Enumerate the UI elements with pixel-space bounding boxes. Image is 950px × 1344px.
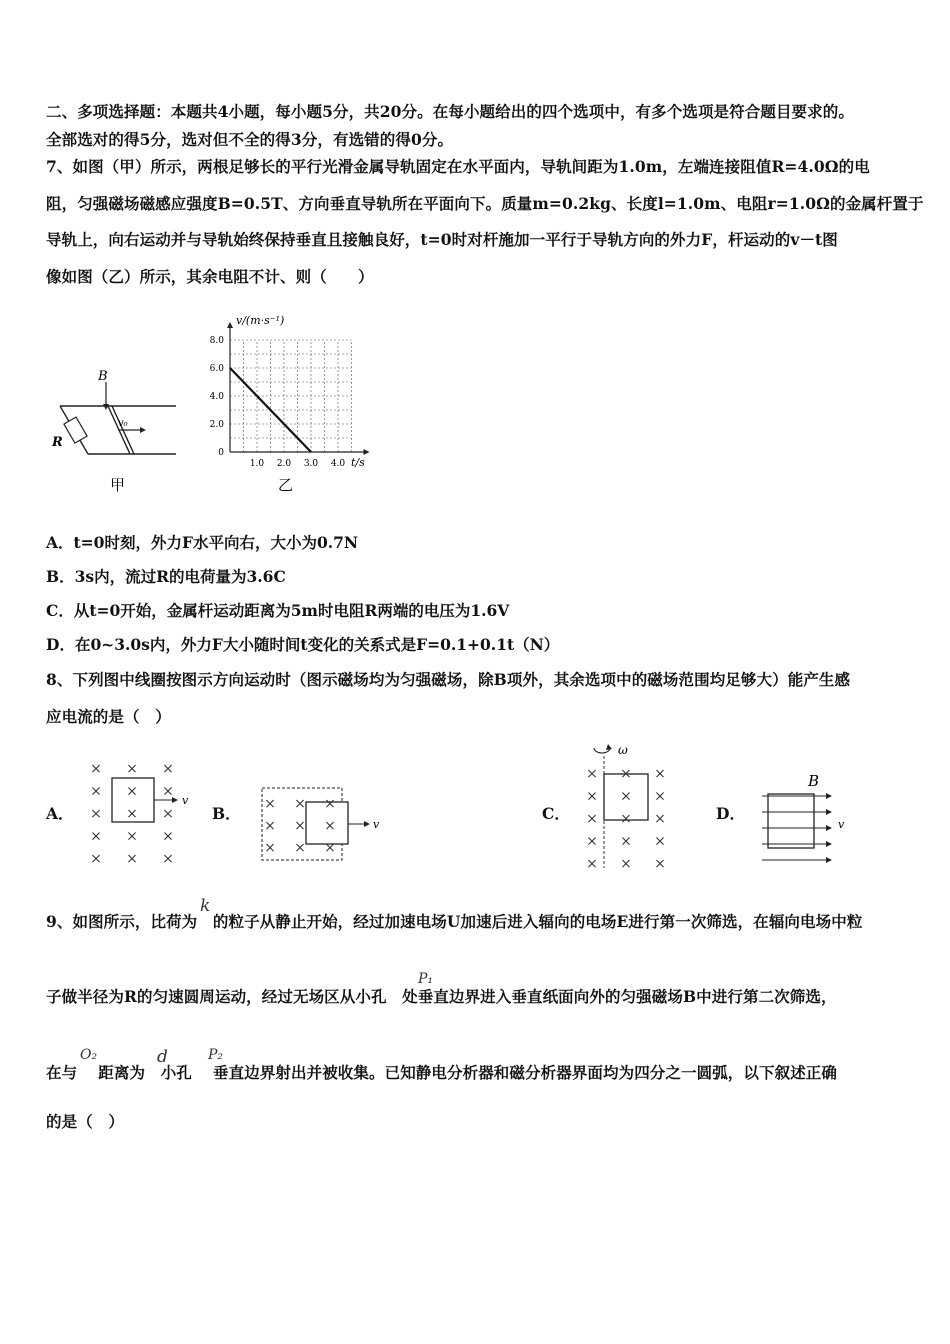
resistor [64, 417, 87, 443]
field-cross: × [90, 783, 102, 800]
q8-option-d-label[interactable]: D． [716, 804, 745, 823]
q8-option-c-label[interactable]: C． [542, 804, 570, 823]
velocity-label-a: v [182, 794, 189, 807]
field-cross: × [586, 788, 598, 805]
field-cross: × [162, 761, 174, 777]
field-line-arrowhead [826, 825, 832, 831]
x-tick-label: 4.0 [330, 459, 346, 469]
v0-arrowhead [140, 427, 146, 433]
q8-figure-c [580, 738, 680, 872]
field-cross: × [620, 833, 632, 850]
field-cross: × [294, 796, 306, 812]
figure-yi-chart [196, 310, 386, 500]
q8-figure-d [760, 768, 860, 872]
q8-option-b-label[interactable]: B． [212, 804, 241, 823]
field-cross: × [324, 840, 336, 856]
q9-sym-p1: P₁ [418, 971, 434, 987]
omega-label-c: ω [618, 743, 628, 757]
field-cross: × [264, 796, 276, 812]
chart-ylabel: v/(m·s⁻¹) [236, 314, 285, 327]
field-crosses [264, 796, 336, 856]
b-label-d: B [808, 772, 820, 790]
x-tick-label: 3.0 [303, 459, 319, 469]
q7-option-c[interactable]: C．从t=0开始，金属杆运动距离为5m时电阻R两端的电压为1.6V [46, 601, 510, 620]
q9-line4: 的是（ ） [46, 1112, 125, 1131]
field-cross: × [90, 806, 102, 822]
q8-option-a-label[interactable]: A． [46, 804, 74, 823]
field-cross: × [654, 788, 666, 805]
label-R: R [52, 435, 63, 450]
chart-xlabel: t/s [351, 456, 365, 469]
field-cross: × [586, 766, 598, 782]
q7-option-d[interactable]: D．在0~3.0s内，外力F大小随时间t变化的关系式是F=0.1+0.1t（N） [46, 635, 560, 654]
y-tick-label: 0 [218, 448, 224, 458]
x-tick-label: 1.0 [249, 459, 265, 469]
field-line-arrowhead [826, 857, 832, 863]
field-cross: × [620, 811, 632, 827]
field-cross: × [126, 851, 138, 867]
field-cross: × [586, 833, 598, 850]
q9-sym-k: k [200, 896, 211, 916]
field-cross: × [294, 818, 306, 834]
caption-jia: 甲 [110, 476, 126, 494]
field-cross: × [90, 851, 102, 867]
y-tick-label: 6.0 [209, 364, 224, 374]
field-cross: × [324, 818, 336, 834]
q9-sym-d: d [157, 1047, 168, 1067]
field-cross: × [294, 840, 306, 856]
field-cross: × [90, 828, 102, 845]
field-cross: × [162, 783, 174, 800]
field-cross: × [162, 806, 174, 822]
q8-line2: 应电流的是（ ） [46, 707, 171, 726]
velocity-label-d: v [838, 818, 845, 831]
q8-figure-a [84, 756, 204, 866]
section-header-line1: 二、多项选择题：本题共4小题，每小题5分，共20分。在每小题给出的四个选项中，有多个选项是符合题目要求的。 [46, 102, 854, 121]
field-cross: × [654, 811, 666, 827]
field-cross: × [586, 811, 598, 827]
field-cross: × [126, 806, 138, 822]
field-cross: × [264, 818, 276, 834]
label-v0: v₀ [118, 418, 128, 429]
y-axis-arrowhead [227, 322, 233, 328]
field-lines-d [762, 793, 832, 863]
coil-d [768, 794, 814, 848]
q9-line1: 9、如图所示，比荷为 的粒子从静止开始，经过加速电场U加速后进入辐向的电场E进行第一次筛选，在辐向电场中粒 [46, 912, 863, 931]
q9-line2: 子做半径为R的匀速圆周运动，经过无场区从小孔 处垂直边界进入垂直纸面向外的匀强磁场B中进行第二次筛选， [46, 987, 837, 1006]
rotation-arrowhead-c [606, 744, 612, 750]
field-cross: × [620, 766, 632, 782]
field-cross: × [586, 856, 598, 872]
field-cross: × [90, 761, 102, 777]
field-cross: × [654, 856, 666, 872]
field-cross: × [162, 851, 174, 867]
q7-option-b[interactable]: B．3s内，流过R的电荷量为3.6C [46, 567, 286, 586]
y-tick-label: 2.0 [209, 420, 224, 430]
field-cross: × [126, 761, 138, 777]
q7-option-a[interactable]: A．t=0时刻，外力F水平向右，大小为0.7N [46, 533, 359, 552]
field-cross: × [620, 856, 632, 872]
field-crosses [586, 766, 666, 872]
q7-line4: 像如图（乙）所示，其余电阻不计、则（ ） [46, 267, 374, 286]
field-cross: × [654, 766, 666, 782]
y-tick-label: 8.0 [209, 336, 224, 346]
field-cross: × [654, 833, 666, 850]
q9-sym-p2: P₂ [208, 1047, 224, 1063]
field-line-arrowhead [826, 793, 832, 799]
field-cross: × [126, 783, 138, 800]
q9-sym-o2: O₂ [80, 1047, 98, 1063]
caption-yi: 乙 [278, 476, 294, 494]
q8-figure-b [258, 782, 388, 866]
field-cross: × [264, 840, 276, 856]
chart-grid [230, 340, 352, 452]
field-cross: × [126, 828, 138, 845]
q7-line3: 导轨上，向右运动并与导轨始终保持垂直且接触良好，t=0时对杆施加一平行于导轨方向的外力F，杆运动的v－t图 [46, 230, 838, 249]
x-tick-label: 2.0 [276, 459, 292, 469]
field-cross: × [324, 796, 336, 812]
velocity-arrowhead-b [364, 821, 370, 827]
q8-line1: 8、下列图中线圈按图示方向运动时（图示磁场均为匀强磁场，除B项外，其余选项中的磁场范围均足够大）能产生感 [46, 670, 851, 689]
x-axis-arrowhead [364, 449, 370, 455]
field-line-arrowhead [826, 809, 832, 815]
figure-jia [48, 368, 188, 498]
q7-line1: 7、如图（甲）所示，两根足够长的平行光滑金属导轨固定在水平面内，导轨间距为1.0m，左端连接阻值R=4.0Ω的电 [46, 157, 870, 176]
q9-line3: 在与 距离为 小孔 垂直边界射出并被收集。已知静电分析器和磁分析器界面均为四分之一圆弧，以下叙述正确 [46, 1063, 837, 1082]
velocity-label-b: v [373, 818, 380, 831]
field-cross: × [620, 788, 632, 805]
y-tick-label: 4.0 [209, 392, 224, 402]
field-line-arrowhead [826, 841, 832, 847]
field-crosses [90, 761, 174, 867]
q7-line2: 阻，匀强磁场磁感应强度B=0.5T、方向垂直导轨所在平面向下。质量m=0.2kg、长度l=1.0m、电阻r=1.0Ω的金属杆置于 [46, 194, 924, 213]
section-header-line2: 全部选对的得5分，选对但不全的得3分，有选错的得0分。 [46, 130, 454, 149]
label-B: B [98, 369, 108, 384]
field-cross: × [162, 828, 174, 845]
